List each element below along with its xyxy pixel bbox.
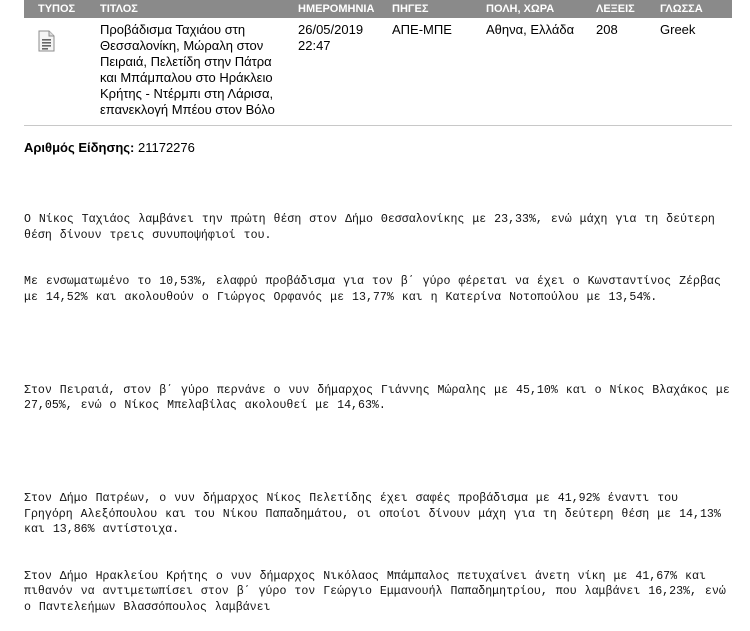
- row-language: Greek: [660, 22, 696, 37]
- column-header-type: ΤΥΠΟΣ: [38, 3, 76, 15]
- news-id-label: Αριθμός Είδησης:: [24, 140, 135, 155]
- column-header-sources: ΠΗΓΕΣ: [392, 3, 429, 15]
- column-header-words: ΛΕΞΕΙΣ: [596, 3, 635, 15]
- news-id-value: 21172276: [138, 140, 195, 155]
- row-place: Αθηνα, Ελλάδα: [486, 22, 575, 37]
- article-body: [24, 181, 738, 631]
- column-header-place: ΠΟΛΗ, ΧΩΡΑ: [486, 3, 555, 15]
- column-header-title: ΤΙΤΛΟΣ: [100, 3, 138, 15]
- row-words: 208: [596, 22, 618, 37]
- news-id: [24, 139, 195, 157]
- article-paragraph: Με ενσωματωμένο το 10,53%, ελαφρύ προβάδισμα για τον β΄ γύρο φέρεται να έχει ο Κωνσταντίνος Ζέρβας με 14,52% και ακολουθούν ο Γιώργος Ορφανός με 13,77% και η Κατερίνα Νοτοπούλου με 13,54%.: [24, 275, 729, 304]
- row-sources: ΑΠΕ-ΜΠΕ: [392, 22, 452, 37]
- article-paragraph: Στον Δήμο Πατρέων, ο νυν δήμαρχος Νίκος Πελετίδης έχει σαφές προβάδισμα με 41,92% έναντι του Γρηγόρη Αλεξόπουλου και του Νίκου Παπαδημάτου, οι οποίοι δίνουν μάχη για τη δεύτερη θέση με 14,13% και 13,86% αντίστοιχα.: [24, 492, 729, 536]
- table-header-row: [24, 0, 732, 18]
- column-header-date: ΗΜΕΡΟΜΗΝΙΑ: [298, 3, 375, 15]
- article-paragraph: Στον Δήμο Ηρακλείου Κρήτης ο νυν δήμαρχος Νικόλαος Μπάμπαλος πετυχαίνει άνετη νίκη με 41,67% και πιθανόν να αντιμετωπίσει στον β΄ γύρο τον Γεώργιο Εμμανουήλ Παπαδημητρίου, που λαμβάνει 16,23%, ενώ ο Παντελεήμων Βλασσόπουλος λαμβάνει: [24, 569, 734, 614]
- article-paragraph: Ο Νίκος Ταχιάος λαμβάνει την πρώτη θέση στον Δήμο Θεσσαλονίκης με 23,33%, ενώ μάχη για τη δεύτερη θέση δίνουν τρεις συνυποψήφιοί του.: [24, 213, 723, 242]
- document-icon[interactable]: [38, 30, 55, 52]
- row-title[interactable]: Προβάδισμα Ταχιάου στη Θεσσαλονίκη, Μώραλη στον Πειραιά, Πελετίδη στην Πάτρα και Μπάμπαλου στο Ηράκλειο Κρήτης - Ντέρμπι στη Λάρισα, επανεκλογή Μπέου στον Βόλο: [100, 22, 275, 117]
- divider: [24, 125, 732, 126]
- row-date: 26/05/2019 22:47: [298, 22, 364, 53]
- column-header-language: ΓΛΩΣΣΑ: [660, 3, 703, 15]
- article-paragraph: Στον Πειραιά, στον β΄ γύρο περνάνε ο νυν δήμαρχος Γιάννης Μώραλης με 45,10% και ο Νίκος Βλαχάκος με 27,05%, ενώ ο Νίκος Μπελαβίλας ακολουθεί με 14,63%.: [24, 383, 738, 412]
